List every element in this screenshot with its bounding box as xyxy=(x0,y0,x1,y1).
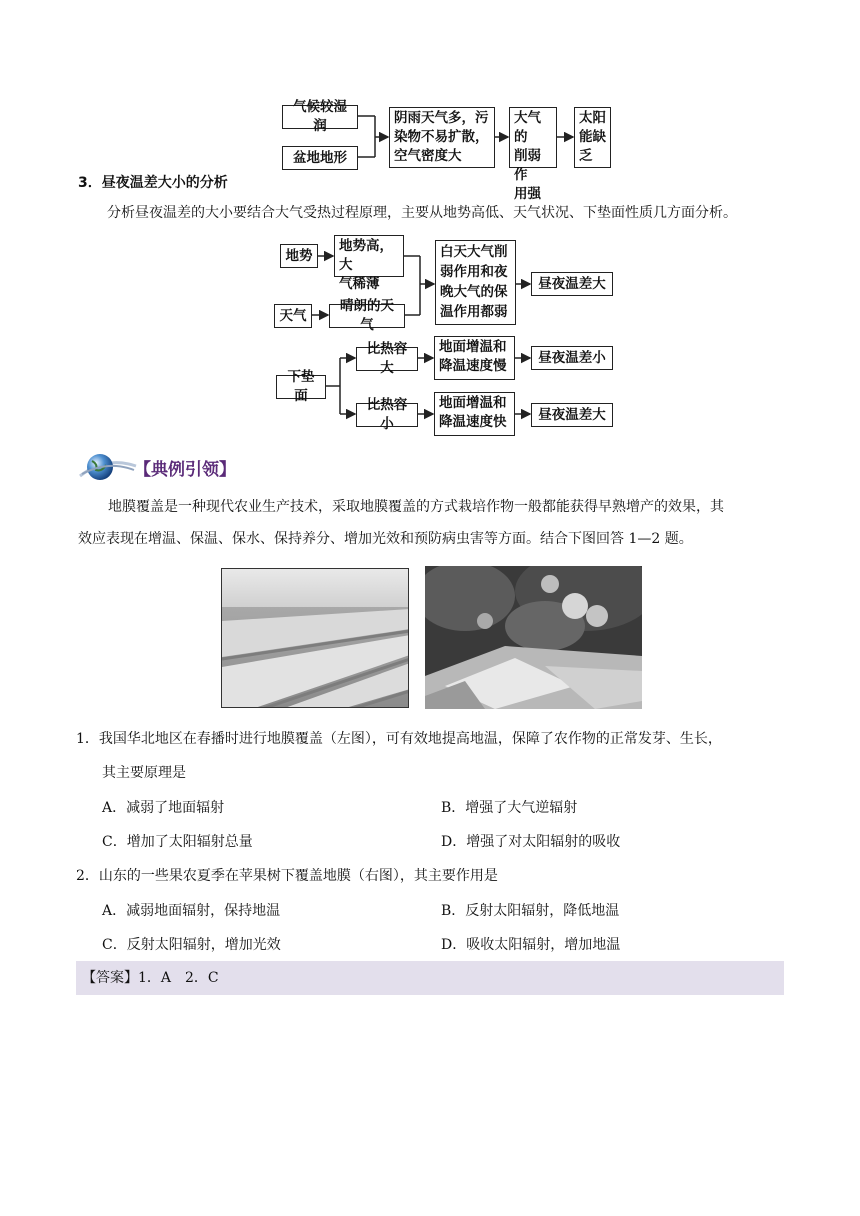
example-title: 【典例引领】 xyxy=(134,460,236,480)
flow1-climate-box: 气候较湿润 xyxy=(282,105,358,129)
flow1-lack-box: 太阳 能缺 乏 xyxy=(574,107,611,168)
left-photo-field-mulch xyxy=(221,568,409,708)
flow2-sunny-box: 晴朗的天气 xyxy=(329,304,405,328)
flow2-heat-large-box: 比热容大 xyxy=(356,347,418,371)
q2-option-b: B．反射太阳辐射，降低地温 xyxy=(441,903,620,919)
q1-option-c: C．增加了太阳辐射总量 xyxy=(102,834,253,850)
flow2-diff-large-box-2: 昼夜温差大 xyxy=(531,403,613,427)
flow2-terrain-box: 地势 xyxy=(280,244,318,268)
apple-tree-illustration xyxy=(425,566,642,709)
answer-bar: 【答案】1．A 2．C xyxy=(76,961,784,995)
flow2-diff-large-box-1: 昼夜温差大 xyxy=(531,272,613,296)
flow2-slow-box: 地面增温和 降温速度慢 xyxy=(434,336,515,380)
q2-option-c: C．反射太阳辐射，增加光效 xyxy=(102,937,281,953)
q1-option-b: B．增强了大气逆辐射 xyxy=(441,800,578,816)
flow2-heat-small-box: 比热容小 xyxy=(356,403,418,427)
flow2-terrain-high-box: 地势高，大 气稀薄 xyxy=(334,235,404,277)
q1-line-2: 其主要原理是 xyxy=(102,765,186,781)
globe-icon xyxy=(76,450,138,484)
section3-intro: 分析昼夜温差的大小要结合大气受热过程原理，主要从地势高低、天气状况、下垫面性质几方面分析。 xyxy=(107,205,737,221)
flow1-weaken-box: 大气的 削弱作 用强 xyxy=(509,107,557,168)
example-line-2: 效应表现在增温、保温、保水、保持养分、增加光效和预防病虫害等方面。结合下图回答 1—2 题。 xyxy=(78,531,693,547)
right-photo-apple-tree-film xyxy=(425,566,642,709)
flow2-surface-box: 下垫面 xyxy=(276,375,326,399)
flow2-fast-box: 地面增温和 降温速度快 xyxy=(434,392,515,436)
q2-option-d: D．吸收太阳辐射，增加地温 xyxy=(441,937,621,953)
section3-heading: 3．昼夜温差大小的分析 xyxy=(78,175,228,191)
q1-option-d: D．增强了对太阳辐射的吸收 xyxy=(441,834,621,850)
flow2-weak-effect-box: 白天大气削 弱作用和夜 晚大气的保 温作用都弱 xyxy=(435,240,516,325)
q2-line-1: 2．山东的一些果农夏季在苹果树下覆盖地膜（右图），其主要作用是 xyxy=(76,868,498,884)
q1-option-a: A．减弱了地面辐射 xyxy=(102,800,225,816)
field-mulch-illustration xyxy=(222,569,409,708)
example-line-1: 地膜覆盖是一种现代农业生产技术，采取地膜覆盖的方式栽培作物一般都能获得早熟增产的效果，其 xyxy=(108,499,724,515)
flow1-cloudy-box: 阴雨天气多，污 染物不易扩散， 空气密度大 xyxy=(389,107,495,168)
flow1-basin-box: 盆地地形 xyxy=(282,146,358,170)
q1-line-1: 1．我国华北地区在春播时进行地膜覆盖（左图），可有效地提高地温，保障了农作物的正常发芽、生长， xyxy=(76,731,722,747)
flow2-weather-box: 天气 xyxy=(274,304,312,328)
q2-option-a: A．减弱地面辐射，保持地温 xyxy=(102,903,281,919)
flow2-diff-small-box: 昼夜温差小 xyxy=(531,346,613,370)
